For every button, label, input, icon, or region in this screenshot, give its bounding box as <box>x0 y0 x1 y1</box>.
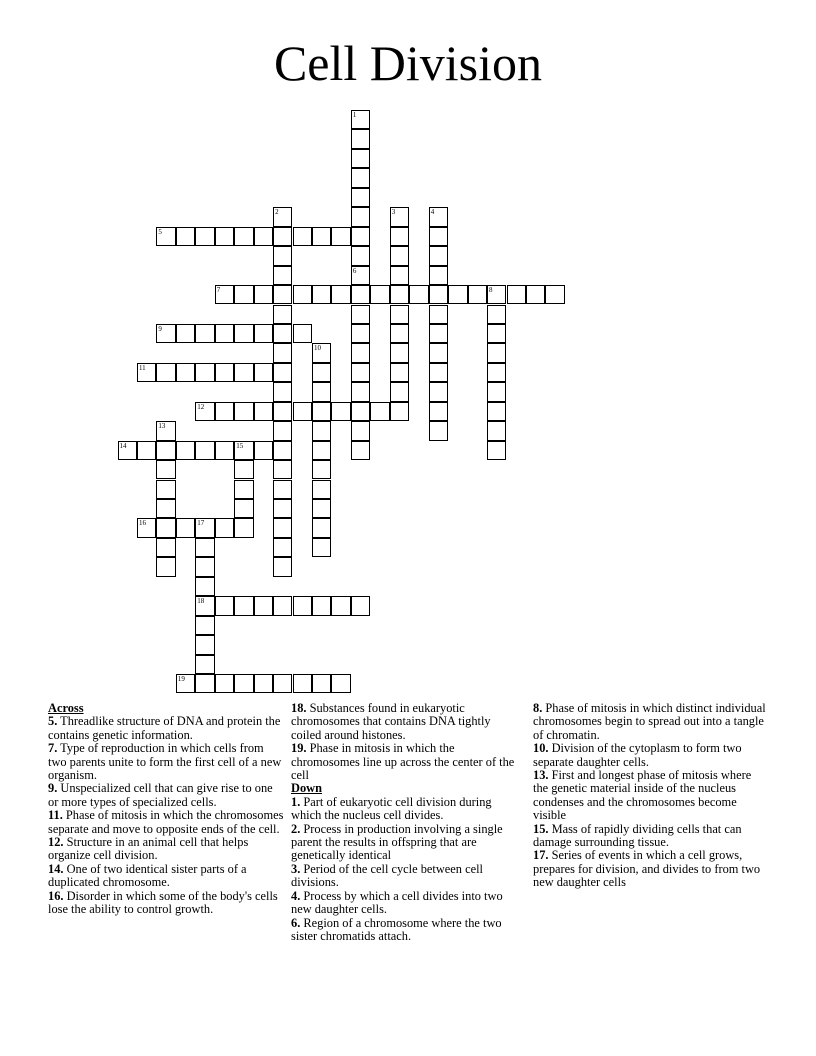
clue-item <box>291 823 523 863</box>
grid-cell[interactable] <box>234 499 253 518</box>
clue-item <box>48 863 284 890</box>
grid-cell[interactable] <box>215 402 234 421</box>
grid-cell[interactable] <box>215 518 234 537</box>
grid-cell[interactable] <box>195 441 214 460</box>
grid-cell[interactable] <box>273 266 292 285</box>
grid-cell[interactable] <box>195 518 214 537</box>
clue-number: 15 <box>236 441 244 450</box>
clue-number: 18 <box>197 597 205 606</box>
grid-cell[interactable] <box>234 518 253 537</box>
clue-num: 7. <box>48 741 58 756</box>
grid-cell[interactable] <box>254 363 273 382</box>
clue-num: 18. <box>291 701 307 715</box>
clue-number: 14 <box>119 441 127 450</box>
clues-column-3 <box>533 702 769 890</box>
grid-cell[interactable] <box>390 363 409 382</box>
grid-cell[interactable] <box>429 343 448 362</box>
grid-cell[interactable] <box>234 460 253 479</box>
clue-text: Division of the cytoplasm to form two separate daughter cells. <box>533 741 742 769</box>
grid-cell[interactable] <box>487 285 506 304</box>
grid-cell[interactable] <box>176 227 195 246</box>
clue-item <box>291 863 523 890</box>
grid-cell[interactable] <box>390 207 409 226</box>
grid-cell[interactable] <box>312 343 331 362</box>
grid-cell[interactable] <box>195 227 214 246</box>
grid-cell[interactable] <box>215 363 234 382</box>
clue-text: One of two identical sister parts of a duplicated chromosome. <box>48 861 247 890</box>
clue-text: Series of events in which a cell grows, prepares for division, and divides to from two new daughter cells <box>533 848 761 890</box>
grid-cell[interactable] <box>215 441 234 460</box>
grid-cell[interactable] <box>351 168 370 187</box>
grid-cell[interactable] <box>429 266 448 285</box>
grid-cell[interactable] <box>156 421 175 440</box>
grid-cell[interactable] <box>351 129 370 148</box>
clue-num: 8. <box>533 701 543 715</box>
grid-cell[interactable] <box>487 324 506 343</box>
grid-cell[interactable] <box>254 324 273 343</box>
clue-text: Structure in an animal cell that helps organize cell division. <box>48 835 249 863</box>
clue-text: First and longest phase of mitosis where the genetic material inside of the nucleus condenses and the chromosomes become visible <box>533 768 752 823</box>
grid-cell[interactable] <box>176 363 195 382</box>
grid-cell[interactable] <box>351 363 370 382</box>
across-header: Across <box>48 701 84 715</box>
clue-text: Phase of mitosis in which the chromosomes separate and move to opposite ends of the cell. <box>48 808 284 836</box>
grid-cell[interactable] <box>195 402 214 421</box>
grid-cell[interactable] <box>273 441 292 460</box>
clue-text: Phase of mitosis in which distinct individual chromosomes begin to spread out into a tangle of chromatin. <box>533 701 766 742</box>
grid-cell[interactable] <box>390 266 409 285</box>
grid-cell[interactable] <box>234 285 253 304</box>
grid-cell[interactable] <box>156 324 175 343</box>
grid-cell[interactable] <box>273 343 292 362</box>
grid-cell[interactable] <box>487 305 506 324</box>
grid-cell[interactable] <box>273 382 292 401</box>
grid-cell[interactable] <box>331 285 350 304</box>
clue-number: 16 <box>138 519 146 528</box>
grid-cell[interactable] <box>409 285 428 304</box>
grid-cell[interactable] <box>351 207 370 226</box>
grid-cell[interactable] <box>429 285 448 304</box>
grid-cell[interactable] <box>390 382 409 401</box>
clue-number: 11 <box>138 363 146 372</box>
grid-cell[interactable] <box>273 518 292 537</box>
grid-cell[interactable] <box>254 402 273 421</box>
grid-cell[interactable] <box>195 674 214 693</box>
grid-cell[interactable] <box>331 402 350 421</box>
grid-cell[interactable] <box>234 402 253 421</box>
grid-cell[interactable] <box>176 324 195 343</box>
grid-cell[interactable] <box>312 441 331 460</box>
grid-cell[interactable] <box>331 596 350 615</box>
grid-cell[interactable] <box>312 402 331 421</box>
grid-cell[interactable] <box>273 460 292 479</box>
grid-cell[interactable] <box>234 441 253 460</box>
clue-number: 7 <box>216 286 221 295</box>
grid-cell[interactable] <box>429 246 448 265</box>
grid-cell[interactable] <box>215 227 234 246</box>
grid-cell[interactable] <box>312 499 331 518</box>
grid-cell[interactable] <box>390 285 409 304</box>
clue-num: 14. <box>48 861 64 876</box>
grid-cell[interactable] <box>273 538 292 557</box>
grid-cell[interactable] <box>351 596 370 615</box>
grid-cell[interactable] <box>234 596 253 615</box>
clue-num: 13. <box>533 768 549 783</box>
grid-cell[interactable] <box>390 246 409 265</box>
grid-cell[interactable] <box>429 305 448 324</box>
grid-cell[interactable] <box>195 577 214 596</box>
clue-number: 8 <box>489 286 493 295</box>
grid-cell[interactable] <box>293 227 312 246</box>
clue-number: 19 <box>177 675 185 684</box>
grid-cell[interactable] <box>429 363 448 382</box>
grid-cell[interactable] <box>273 499 292 518</box>
clue-item <box>48 782 284 809</box>
grid-cell[interactable] <box>429 382 448 401</box>
clue-text: Substances found in eukaryotic chromosomes that contains DNA tightly coiled around histones. <box>291 701 491 742</box>
grid-cell[interactable] <box>351 324 370 343</box>
grid-cell[interactable] <box>351 382 370 401</box>
grid-cell[interactable] <box>273 480 292 499</box>
grid-cell[interactable] <box>487 363 506 382</box>
grid-cell[interactable] <box>429 227 448 246</box>
grid-cell[interactable] <box>254 285 273 304</box>
grid-cell[interactable] <box>429 402 448 421</box>
clue-number: 2 <box>275 208 279 217</box>
clue-text: Process by which a cell divides into two new daughter cells. <box>291 888 503 917</box>
grid-cell[interactable] <box>273 402 292 421</box>
grid-cell[interactable] <box>293 596 312 615</box>
grid-cell[interactable] <box>448 285 467 304</box>
grid-cell[interactable] <box>487 421 506 440</box>
grid-cell[interactable] <box>487 441 506 460</box>
grid-cell[interactable] <box>215 285 234 304</box>
clue-text: Unspecialized cell that can give rise to one or more types of specialized cells. <box>48 781 273 809</box>
grid-cell[interactable] <box>293 324 312 343</box>
clue-item <box>291 742 523 782</box>
clue-num: 2. <box>291 821 301 836</box>
grid-cell[interactable] <box>331 674 350 693</box>
grid-cell[interactable] <box>195 655 214 674</box>
grid-cell[interactable] <box>234 324 253 343</box>
clue-item <box>533 823 769 850</box>
grid-cell[interactable] <box>351 421 370 440</box>
grid-cell[interactable] <box>390 343 409 362</box>
clue-text: Part of eukaryotic cell division during which the nucleus cell divides. <box>291 794 492 823</box>
grid-cell[interactable] <box>351 110 370 129</box>
grid-cell[interactable] <box>273 207 292 226</box>
clue-number: 6 <box>352 266 357 275</box>
grid-cell[interactable] <box>156 518 175 537</box>
grid-cell[interactable] <box>351 149 370 168</box>
clue-num: 11. <box>48 808 63 823</box>
grid-cell[interactable] <box>312 285 331 304</box>
clue-text: Phase in mitosis in which the chromosomes line up across the center of the cell <box>291 741 515 783</box>
grid-cell[interactable] <box>390 305 409 324</box>
page-title: Cell Division <box>273 35 543 91</box>
clue-text: Mass of rapidly dividing cells that can damage surrounding tissue. <box>533 821 742 850</box>
clue-item <box>48 742 284 782</box>
grid-cell[interactable] <box>487 343 506 362</box>
clue-item <box>48 836 284 863</box>
clue-item <box>291 702 523 742</box>
grid-cell[interactable] <box>468 285 487 304</box>
clue-number: 4 <box>430 208 435 217</box>
clue-number: 12 <box>197 402 205 411</box>
grid-cell[interactable] <box>526 285 545 304</box>
grid-cell[interactable] <box>234 674 253 693</box>
grid-cell[interactable] <box>156 363 175 382</box>
grid-cell[interactable] <box>234 227 253 246</box>
grid-cell[interactable] <box>254 596 273 615</box>
grid-cell[interactable] <box>487 382 506 401</box>
grid-cell[interactable] <box>507 285 526 304</box>
grid-cell[interactable] <box>137 518 156 537</box>
clues-column-1 <box>48 702 284 917</box>
clue-num: 19. <box>291 741 307 756</box>
clue-item <box>533 849 769 889</box>
grid-cell[interactable] <box>254 674 273 693</box>
clue-num: 1. <box>291 794 301 809</box>
clue-num: 17. <box>533 848 549 863</box>
clue-number: 10 <box>314 344 321 353</box>
clue-text: Process in production involving a single parent the results in offspring that are genetically identical <box>291 821 503 863</box>
grid-cell[interactable] <box>273 227 292 246</box>
grid-cell[interactable] <box>351 285 370 304</box>
grid-cell[interactable] <box>137 363 156 382</box>
clue-item <box>291 917 523 944</box>
clue-num: 3. <box>291 861 301 876</box>
grid-cell[interactable] <box>215 324 234 343</box>
clue-num: 15. <box>533 821 549 836</box>
grid-cell[interactable] <box>351 343 370 362</box>
grid-cell[interactable] <box>312 518 331 537</box>
grid-cell[interactable] <box>351 266 370 285</box>
grid-cell[interactable] <box>156 460 175 479</box>
clue-item <box>291 890 523 917</box>
grid-cell[interactable] <box>351 441 370 460</box>
clue-num: 12. <box>48 835 64 850</box>
grid-cell[interactable] <box>487 402 506 421</box>
clue-item <box>533 702 769 742</box>
grid-cell[interactable] <box>293 402 312 421</box>
clue-number: 3 <box>391 208 396 217</box>
grid-cell[interactable] <box>351 188 370 207</box>
clue-num: 9. <box>48 781 58 796</box>
grid-cell[interactable] <box>312 480 331 499</box>
grid-cell[interactable] <box>234 363 253 382</box>
grid-cell[interactable] <box>273 324 292 343</box>
grid-cell[interactable] <box>273 285 292 304</box>
grid-cell[interactable] <box>195 538 214 557</box>
grid-cell[interactable] <box>293 674 312 693</box>
grid-cell[interactable] <box>312 538 331 557</box>
grid-cell[interactable] <box>137 441 156 460</box>
grid-cell[interactable] <box>215 674 234 693</box>
grid-cell[interactable] <box>156 538 175 557</box>
grid-cell[interactable] <box>195 596 214 615</box>
clue-number: 13 <box>158 422 166 431</box>
grid-cell[interactable] <box>370 285 389 304</box>
grid-cell[interactable] <box>176 674 195 693</box>
grid-cell[interactable] <box>195 324 214 343</box>
grid-cell[interactable] <box>293 285 312 304</box>
grid-cell[interactable] <box>254 441 273 460</box>
grid-cell[interactable] <box>429 207 448 226</box>
grid-cell[interactable] <box>273 674 292 693</box>
clue-item <box>48 809 284 836</box>
clue-num: 4. <box>291 888 301 903</box>
grid-cell[interactable] <box>370 402 389 421</box>
grid-cell[interactable] <box>176 441 195 460</box>
clue-text: Region of a chromosome where the two sister chromatids attach. <box>291 915 502 943</box>
clues-column-2 <box>291 702 523 943</box>
grid-cell[interactable] <box>390 227 409 246</box>
clue-text: Type of reproduction in which cells from two parents unite to form the first cell of a new organism. <box>48 741 282 783</box>
grid-cell[interactable] <box>312 460 331 479</box>
grid-cell[interactable] <box>273 363 292 382</box>
grid-cell[interactable] <box>429 324 448 343</box>
clue-text: Threadlike structure of DNA and protein the contains genetic information. <box>48 714 281 742</box>
grid-cell[interactable] <box>312 421 331 440</box>
grid-cell[interactable] <box>156 227 175 246</box>
clue-num: 16. <box>48 888 64 903</box>
grid-cell[interactable] <box>195 616 214 635</box>
grid-cell[interactable] <box>390 324 409 343</box>
grid-cell[interactable] <box>429 421 448 440</box>
grid-cell[interactable] <box>156 499 175 518</box>
clue-item <box>291 796 523 823</box>
grid-cell[interactable] <box>390 402 409 421</box>
clue-num: 5. <box>48 714 58 729</box>
clue-num: 10. <box>533 741 549 756</box>
grid-cell[interactable] <box>312 363 331 382</box>
grid-cell[interactable] <box>273 305 292 324</box>
grid-cell[interactable] <box>273 421 292 440</box>
grid-cell[interactable] <box>351 246 370 265</box>
clue-item <box>533 742 769 769</box>
grid-cell[interactable] <box>312 382 331 401</box>
clue-number: 5 <box>158 227 162 236</box>
clue-item <box>48 715 284 742</box>
grid-cell[interactable] <box>312 674 331 693</box>
down-header: Down <box>291 781 322 796</box>
clue-text: Disorder in which some of the body's cells lose the ability to control growth. <box>48 888 278 917</box>
grid-cell[interactable] <box>331 227 350 246</box>
grid-cell[interactable] <box>156 441 175 460</box>
grid-cell[interactable] <box>351 227 370 246</box>
grid-cell[interactable] <box>351 305 370 324</box>
grid-cell[interactable] <box>176 518 195 537</box>
grid-cell[interactable] <box>273 246 292 265</box>
grid-cell[interactable] <box>273 596 292 615</box>
grid-cell[interactable] <box>195 363 214 382</box>
clue-number: 1 <box>352 111 357 119</box>
grid-cell[interactable] <box>195 635 214 654</box>
grid-cell[interactable] <box>312 596 331 615</box>
grid-cell[interactable] <box>545 285 564 304</box>
grid-cell[interactable] <box>156 480 175 499</box>
clue-num: 6. <box>291 915 301 930</box>
clue-item <box>48 890 284 917</box>
grid-cell[interactable] <box>156 557 175 576</box>
grid-cell[interactable] <box>273 557 292 576</box>
grid-cell[interactable] <box>351 402 370 421</box>
grid-cell[interactable] <box>195 557 214 576</box>
grid-cell[interactable] <box>312 227 331 246</box>
grid-cell[interactable] <box>215 596 234 615</box>
clue-number: 9 <box>158 324 162 333</box>
clue-item <box>533 769 769 823</box>
clue-number: 17 <box>197 519 205 528</box>
clue-text: Period of the cell cycle between cell divisions. <box>291 861 483 890</box>
grid-cell[interactable] <box>254 227 273 246</box>
grid-cell[interactable] <box>118 441 137 460</box>
grid-cell[interactable] <box>234 480 253 499</box>
